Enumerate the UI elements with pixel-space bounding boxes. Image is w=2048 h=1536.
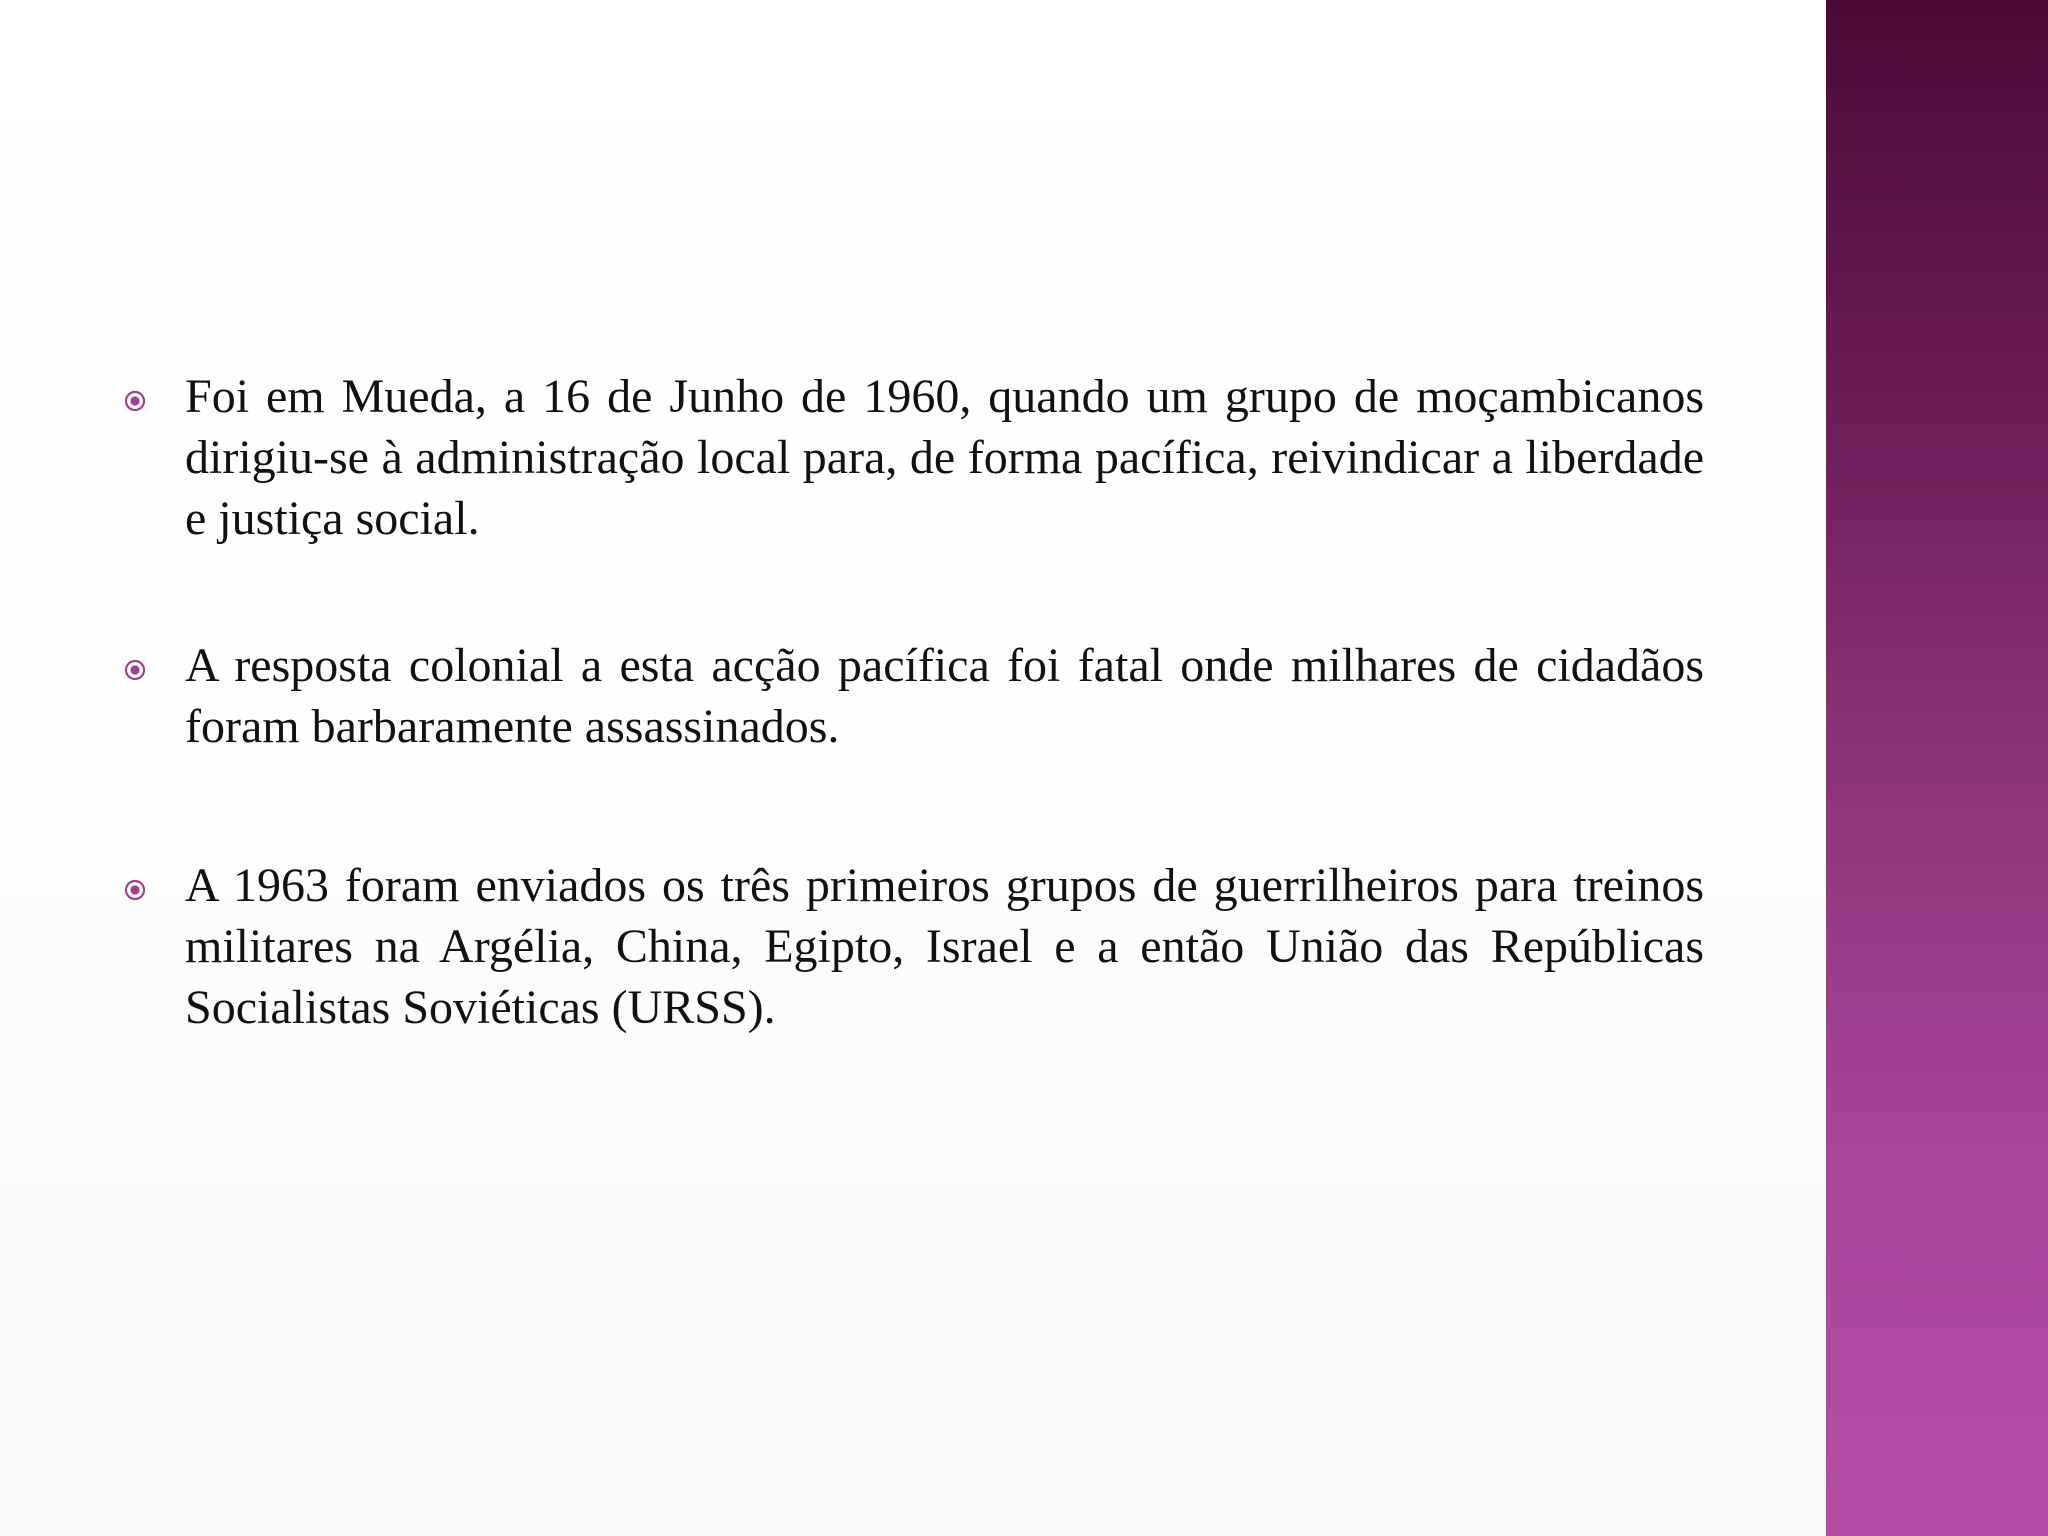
decorative-side-band bbox=[1826, 0, 2048, 1536]
circle-dot-icon bbox=[124, 390, 146, 412]
bullet-item bbox=[120, 855, 1704, 1038]
bullet-text: Foi em Mueda, a 16 de Junho de 1960, quando um grupo de moçambicanos dirigiu-se à administração local para, de forma pacífica, reivindicar a liberdade e justiça social. bbox=[185, 370, 1704, 545]
bullet-list bbox=[120, 366, 1704, 1124]
bullet-text: A 1963 foram enviados os três primeiros grupos de guerrilheiros para treinos militares na Argélia, China, Egipto, Israel e a então União das Repúblicas Socialistas Soviéticas (URSS). bbox=[185, 859, 1704, 1034]
circle-dot-icon bbox=[124, 659, 146, 681]
bullet-text: A resposta colonial a esta acção pacífica foi fatal onde milhares de cidadãos foram barbaramente assassinados. bbox=[185, 639, 1704, 753]
bullet-item bbox=[120, 635, 1704, 757]
circle-dot-icon bbox=[124, 879, 146, 901]
bullet-item bbox=[120, 366, 1704, 549]
